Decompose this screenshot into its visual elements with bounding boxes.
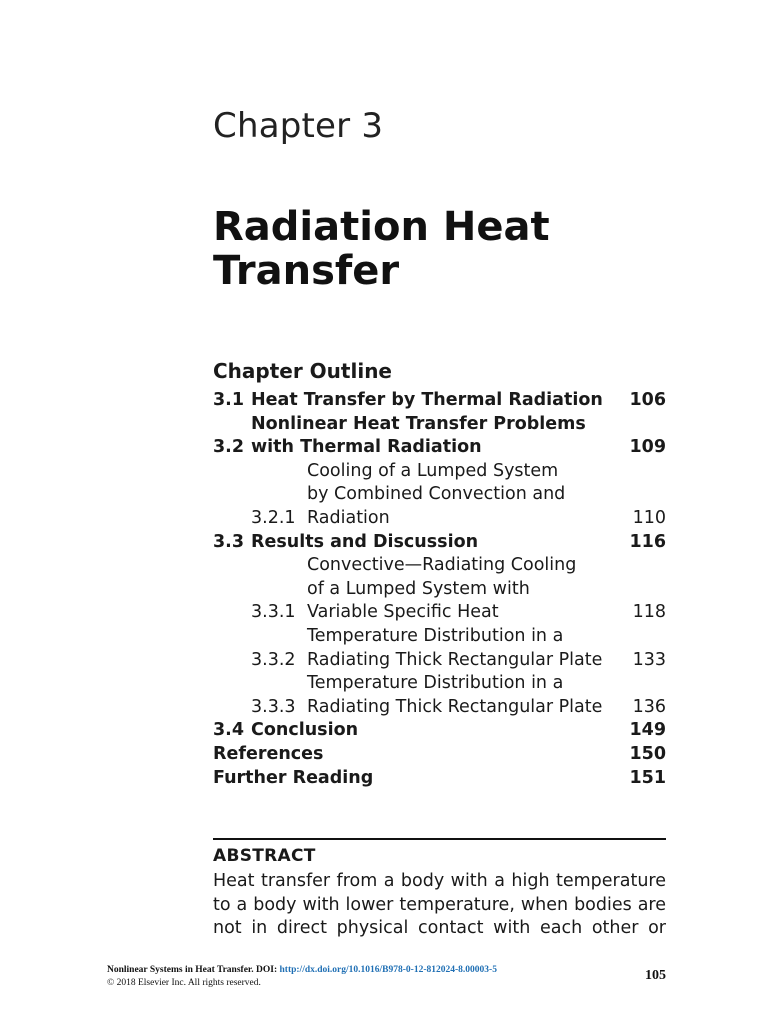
- toc-title-line: with Thermal Radiation: [251, 437, 482, 458]
- page-number: 105: [645, 968, 666, 983]
- abstract-heading: ABSTRACT: [213, 846, 316, 866]
- toc-title-line: Cooling of a Lumped System: [307, 460, 559, 481]
- toc-title-line: by Combined Convection and: [307, 484, 566, 505]
- toc-title-line: Radiating Thick Rectangular Plate: [307, 696, 603, 717]
- toc-title-line: Convective—Radiating Cooling: [307, 555, 577, 576]
- toc-title: [251, 531, 626, 555]
- toc-title: [307, 554, 626, 625]
- footer-copyright: © 2018 Elsevier Inc. All rights reserved.: [107, 978, 261, 988]
- toc-title-line: Temperature Distribution in a: [307, 625, 564, 646]
- toc-page-number: 133: [632, 649, 666, 670]
- doi-link[interactable]: http://dx.doi.org/10.1016/B978-0-12-812024-8.00003-5: [279, 965, 497, 975]
- toc-number: 3.2: [213, 437, 245, 458]
- toc-entry-3-4[interactable]: [213, 719, 666, 743]
- toc-title-line: Temperature Distribution in a: [307, 673, 564, 694]
- abstract-text: [213, 870, 666, 941]
- toc-title: [251, 413, 626, 460]
- toc-page-number: 109: [629, 437, 666, 458]
- toc-title: [307, 672, 626, 719]
- toc-entry-3-1[interactable]: [213, 389, 666, 413]
- toc-title: [213, 743, 626, 767]
- chapter-outline: [213, 357, 666, 790]
- toc-number: 3.3: [213, 531, 245, 552]
- outline-heading: Chapter Outline: [213, 359, 392, 383]
- toc-title-line: References: [213, 743, 324, 764]
- abstract-line: not in direct physical contact with each other or: [213, 918, 666, 939]
- toc-page-number: 150: [629, 743, 666, 764]
- footer-citation: [107, 964, 667, 977]
- toc-page-number: 118: [632, 602, 666, 623]
- toc-page-number: 149: [629, 720, 666, 741]
- toc-entry-3-3-1[interactable]: [213, 554, 666, 625]
- toc-title: [213, 767, 626, 791]
- toc-entry-3-2-1[interactable]: [213, 460, 666, 531]
- toc-title: [307, 460, 626, 531]
- toc-title-line: Results and Discussion: [251, 531, 479, 552]
- chapter-title-line: Radiation Heat: [213, 204, 550, 250]
- toc-title-line: Heat Transfer by Thermal Radiation: [251, 390, 603, 410]
- toc-title: [251, 389, 626, 413]
- chapter-title: [213, 205, 683, 293]
- toc-title-line: Nonlinear Heat Transfer Problems: [251, 413, 586, 434]
- toc-page-number: 110: [632, 507, 666, 528]
- toc-title: [251, 719, 626, 743]
- toc-number: 3.3.3: [251, 696, 296, 717]
- abstract-divider: [213, 838, 666, 840]
- toc-title: [307, 625, 626, 672]
- toc-title-line: Radiating Thick Rectangular Plate: [307, 649, 603, 670]
- toc-title-line: Radiation: [307, 507, 390, 528]
- toc-title-line: of a Lumped System with: [307, 578, 530, 599]
- toc-number: 3.3.2: [251, 649, 296, 670]
- toc-title-line: Variable Specific Heat: [307, 602, 499, 623]
- toc-entry-references[interactable]: [213, 743, 666, 767]
- toc-page-number: 106: [629, 390, 666, 410]
- toc-entry-3-3-2[interactable]: [213, 625, 666, 672]
- toc-entry-3-3-3[interactable]: [213, 672, 666, 719]
- toc-page-number: 116: [629, 531, 666, 552]
- toc-page-number: 151: [629, 767, 666, 788]
- toc-entry-further-reading[interactable]: [213, 767, 666, 791]
- toc-number: 3.1: [213, 390, 245, 410]
- toc-number: 3.3.1: [251, 602, 296, 623]
- abstract-line: Heat transfer from a body with a high temperature: [213, 871, 666, 891]
- chapter-title-line: Transfer: [213, 248, 400, 294]
- chapter-label: Chapter 3: [213, 106, 384, 146]
- toc-entry-3-3[interactable]: [213, 531, 666, 555]
- toc-number: 3.4: [213, 720, 245, 741]
- page-footer: [107, 964, 667, 990]
- toc-page-number: 136: [632, 696, 666, 717]
- toc-entry-3-2[interactable]: [213, 413, 666, 460]
- toc-title-line: Conclusion: [251, 720, 359, 741]
- toc-title-line: Further Reading: [213, 767, 374, 788]
- toc-number: 3.2.1: [251, 507, 296, 528]
- abstract-line: to a body with lower temperature, when bodies are: [213, 894, 666, 915]
- footer-book-title: Nonlinear Systems in Heat Transfer. DOI:: [107, 965, 280, 975]
